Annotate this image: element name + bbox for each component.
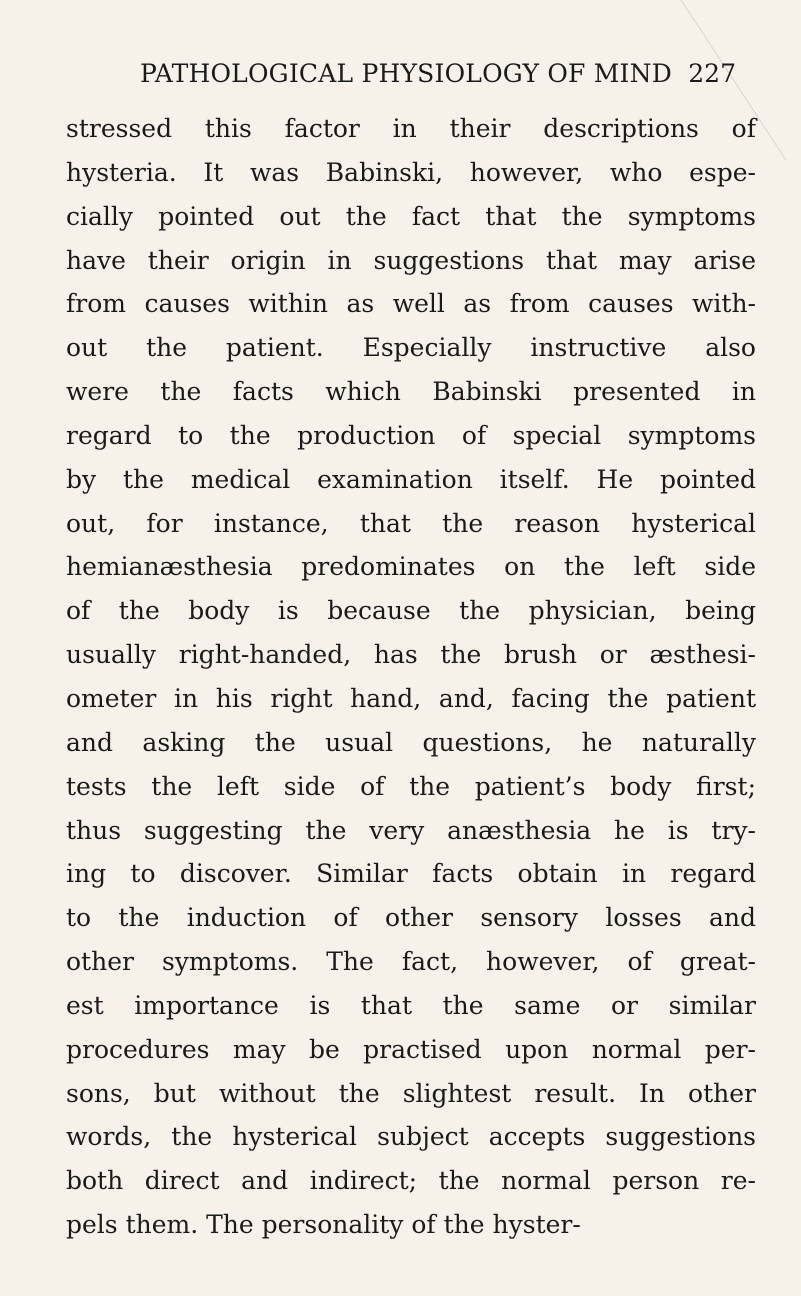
text-line: regard to the production of special symptoms (66, 420, 756, 450)
text-line: out, for instance, that the reason hysterical (66, 508, 756, 538)
text-line: ing to discover. Similar facts obtain in regard (66, 859, 756, 889)
text-line: words, the hysterical subject accepts suggestions (66, 1122, 756, 1152)
text-line: usually right-handed, has the brush or æsthesi- (66, 640, 756, 670)
text-line: have their origin in suggestions that may arise (66, 245, 756, 275)
body-text (66, 107, 756, 1247)
text-line: procedures may be practised upon normal per- (66, 1034, 756, 1064)
text-line: both direct and indirect; the normal person re- (66, 1166, 756, 1196)
text-line: by the medical examination itself. He pointed (66, 464, 756, 494)
text-line: ometer in his right hand, and, facing the patient (66, 683, 756, 713)
page-number: 227 (688, 59, 736, 88)
text-line: to the induction of other sensory losses and (66, 903, 756, 933)
running-title: PATHOLOGICAL PHYSIOLOGY OF MIND (140, 59, 672, 88)
text-line: cially pointed out the fact that the symptoms (66, 201, 756, 231)
text-line: from causes within as well as from causes with- (66, 289, 756, 319)
text-line: were the facts which Babinski presented in (66, 377, 756, 407)
text-line: tests the left side of the patient’s body first; (66, 771, 756, 801)
text-line: sons, but without the slightest result. In other (66, 1078, 756, 1108)
text-line: thus suggesting the very anæsthesia he is try- (66, 815, 756, 845)
text-line: hemianæsthesia predominates on the left side (66, 552, 756, 582)
text-line: pels them. The personality of the hyster- (66, 1210, 581, 1240)
text-line: other symptoms. The fact, however, of great- (66, 947, 756, 977)
text-line: stressed this factor in their descriptions of (66, 114, 756, 143)
text-line: of the body is because the physician, being (66, 596, 756, 626)
text-line: and asking the usual questions, he naturally (66, 727, 756, 757)
text-line: hysteria. It was Babinski, however, who espe- (66, 157, 756, 187)
text-line: out the patient. Especially instructive also (66, 333, 756, 363)
page-header (140, 58, 736, 98)
text-line: est importance is that the same or similar (66, 990, 756, 1020)
